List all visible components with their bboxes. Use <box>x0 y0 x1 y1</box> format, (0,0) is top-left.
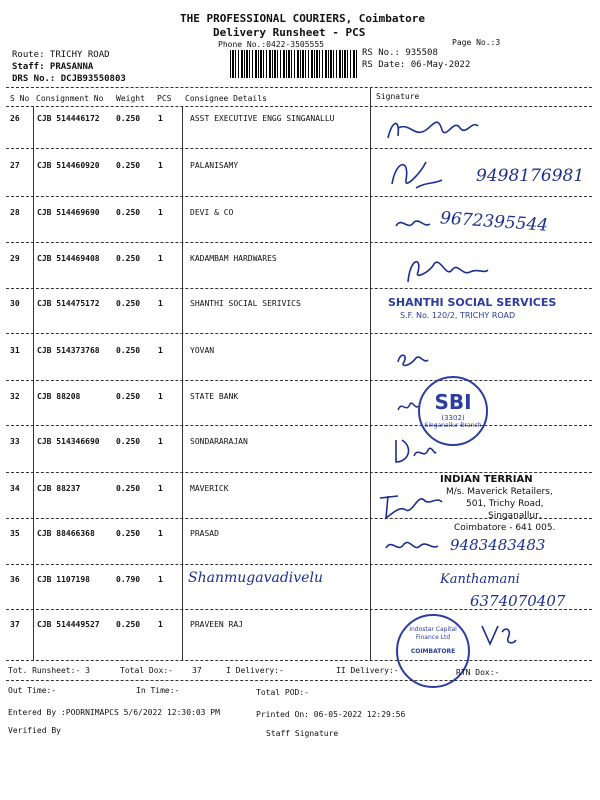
row-consignee: STATE BANK <box>190 392 239 401</box>
header-rule-top <box>6 87 592 88</box>
rs-date: RS Date: 06-May-2022 <box>362 60 471 70</box>
sbi-code: (3302) <box>441 414 465 422</box>
route-label: Route: TRICHY ROAD <box>12 50 110 60</box>
handwritten-phone: 9483483483 <box>450 536 546 554</box>
row-pcs: 1 <box>158 620 163 629</box>
row-consignee: ASST EXECUTIVE ENGG SINGANALLU <box>190 114 335 123</box>
row-sno: 29 <box>10 254 20 263</box>
row-rule <box>6 425 592 426</box>
row-consignee: MAVERICK <box>190 484 229 493</box>
signature-row-35 <box>382 534 442 558</box>
maverick-stamp-line1: INDIAN TERRIAN <box>440 474 533 485</box>
handwritten-phone: 6374070407 <box>470 592 566 610</box>
col-sno: S No <box>10 94 30 103</box>
row-weight: 0.250 <box>116 299 141 308</box>
rs-number: RS No.: 935508 <box>362 48 438 58</box>
row-weight: 0.250 <box>116 529 141 538</box>
row-consignee: DEVI & CO <box>190 208 234 217</box>
row-pcs: 1 <box>158 575 163 584</box>
rtn-dox: RTN Dox:- <box>456 668 500 677</box>
row-consignment: CJB 514449527 <box>37 620 100 629</box>
row-rule <box>6 472 592 473</box>
indostar-stamp-city: COIMBATORE <box>410 648 456 655</box>
col-divider <box>370 88 371 661</box>
row-consignee: SONDARARAJAN <box>190 437 248 446</box>
handwritten-phone: 9498176981 <box>476 166 585 186</box>
signature-row-26 <box>380 110 490 148</box>
total-dox-label: Total Dox:- <box>120 666 173 675</box>
row-weight: 0.250 <box>116 620 141 629</box>
row-consignment: CJB 514469690 <box>37 208 100 217</box>
row-consignment: CJB 1107198 <box>37 575 90 584</box>
row-sno: 31 <box>10 346 20 355</box>
row-weight: 0.250 <box>116 161 141 170</box>
row-consignment: CJB 88208 <box>37 392 81 401</box>
row-pcs: 1 <box>158 484 163 493</box>
row-rule <box>6 380 592 381</box>
row-consignment: CJB 514469408 <box>37 254 100 263</box>
row-sno: 26 <box>10 114 20 123</box>
row-consignment: CJB 88237 <box>37 484 81 493</box>
row-weight: 0.250 <box>116 392 141 401</box>
row-weight: 0.250 <box>116 254 141 263</box>
footer-rule <box>6 680 592 681</box>
row-consignee: YOVAN <box>190 346 215 355</box>
maverick-stamp-line5: Coimbatore - 641 005. <box>454 523 556 533</box>
row-rule <box>6 333 592 334</box>
row-sno: 34 <box>10 484 20 493</box>
row-pcs: 1 <box>158 254 163 263</box>
handwritten-consignee: Shanmugavadivelu <box>188 570 323 586</box>
signature-row-27 <box>386 154 446 194</box>
total-pod: Total POD:- <box>256 688 309 697</box>
shanthi-stamp-address: S.F. No. 120/2, TRICHY ROAD <box>400 311 516 320</box>
row-sno: 37 <box>10 620 20 629</box>
runsheet-title: Delivery Runsheet - PCS <box>213 26 366 39</box>
row-sno: 33 <box>10 437 20 446</box>
row-sno: 36 <box>10 575 20 584</box>
row-pcs: 1 <box>158 392 163 401</box>
indostar-stamp-name: Indostar Capital Finance Ltd <box>409 626 457 641</box>
maverick-stamp-line2: M/s. Maverick Retailers, <box>446 487 553 497</box>
header-rule-bottom <box>6 106 592 107</box>
i-delivery: I Delivery:- <box>226 666 284 675</box>
row-sno: 28 <box>10 208 20 217</box>
table-rule-bottom <box>6 660 592 661</box>
ii-delivery: II Delivery:- <box>336 666 399 675</box>
row-weight: 0.250 <box>116 346 141 355</box>
col-weight: Weight <box>116 94 145 103</box>
row-weight: 0.250 <box>116 484 141 493</box>
signature-row-29 <box>400 252 490 286</box>
row-pcs: 1 <box>158 161 163 170</box>
col-consignee: Consignee Details <box>185 94 267 103</box>
col-signature: Signature <box>376 92 420 101</box>
row-rule <box>6 148 592 149</box>
signature-row-33 <box>388 432 438 468</box>
shanthi-stamp-title: SHANTHI SOCIAL SERVICES <box>388 296 557 309</box>
col-consignment: Consignment No <box>36 94 104 103</box>
row-consignment: CJB 514373768 <box>37 346 100 355</box>
row-consignee: KADAMBAM HARDWARES <box>190 254 277 263</box>
handwritten-phone: 9672395544 <box>439 208 549 236</box>
page-number: Page No.:3 <box>452 38 501 47</box>
row-pcs: 1 <box>158 114 163 123</box>
sbi-logo-text: SBI <box>434 390 472 414</box>
row-consignment: CJB 514460920 <box>37 161 100 170</box>
row-pcs: 1 <box>158 346 163 355</box>
handwritten-signature: Kanthamani <box>440 572 520 587</box>
row-consignee: PRAVEEN RAJ <box>190 620 243 629</box>
drs-number: DRS No.: DCJB93550803 <box>12 74 126 84</box>
row-sno: 27 <box>10 161 20 170</box>
row-weight: 0.790 <box>116 575 141 584</box>
row-consignment: CJB 88466368 <box>37 529 95 538</box>
total-dox-value: 37 <box>192 666 202 675</box>
phone-number: Phone No.:0422-3505555 <box>218 40 324 49</box>
col-divider <box>33 106 34 661</box>
maverick-stamp-line3: 501, Trichy Road, <box>466 499 544 509</box>
out-time: Out Time:- <box>8 686 57 695</box>
col-divider <box>182 106 183 661</box>
row-pcs: 1 <box>158 437 163 446</box>
row-weight: 0.250 <box>116 208 141 217</box>
signature-row-31 <box>392 348 432 370</box>
verified-by: Verified By <box>8 726 61 735</box>
row-rule <box>6 564 592 565</box>
row-weight: 0.250 <box>116 114 141 123</box>
row-sno: 30 <box>10 299 20 308</box>
row-sno: 32 <box>10 392 20 401</box>
row-consignment: CJB 514446172 <box>37 114 100 123</box>
row-consignment: CJB 514346690 <box>37 437 100 446</box>
row-consignment: CJB 514475172 <box>37 299 100 308</box>
row-pcs: 1 <box>158 299 163 308</box>
row-pcs: 1 <box>158 208 163 217</box>
signature-row-37 <box>478 620 518 650</box>
signature-row-28 <box>392 214 432 234</box>
sbi-branch: Singanallur Branch <box>424 422 482 429</box>
row-pcs: 1 <box>158 529 163 538</box>
entered-by: Entered By :POORNIMAPCS 5/6/2022 12:30:03 PM <box>8 708 220 717</box>
maverick-stamp-line4: Singanallur, <box>488 511 542 521</box>
row-consignee: SHANTHI SOCIAL SERIVICS <box>190 299 301 308</box>
staff-label: Staff: PRASANNA <box>12 62 94 72</box>
row-consignee: PALANISAMY <box>190 161 239 170</box>
signature-row-34 <box>376 486 446 522</box>
row-consignee: PRASAD <box>190 529 219 538</box>
row-rule <box>6 196 592 197</box>
barcode <box>230 50 358 78</box>
row-rule <box>6 242 592 243</box>
in-time: In Time:- <box>136 686 180 695</box>
staff-signature: Staff Signature <box>266 729 339 738</box>
signature-row-32 <box>394 396 420 416</box>
row-rule <box>6 288 592 289</box>
col-pcs: PCS <box>157 94 172 103</box>
row-weight: 0.250 <box>116 437 141 446</box>
printed-on: Printed On: 06-05-2022 12:29:56 <box>256 710 406 719</box>
tot-runsheet: Tot. Runsheet:- 3 <box>8 666 90 675</box>
row-sno: 35 <box>10 529 20 538</box>
company-title: THE PROFESSIONAL COURIERS, Coimbatore <box>180 12 426 25</box>
